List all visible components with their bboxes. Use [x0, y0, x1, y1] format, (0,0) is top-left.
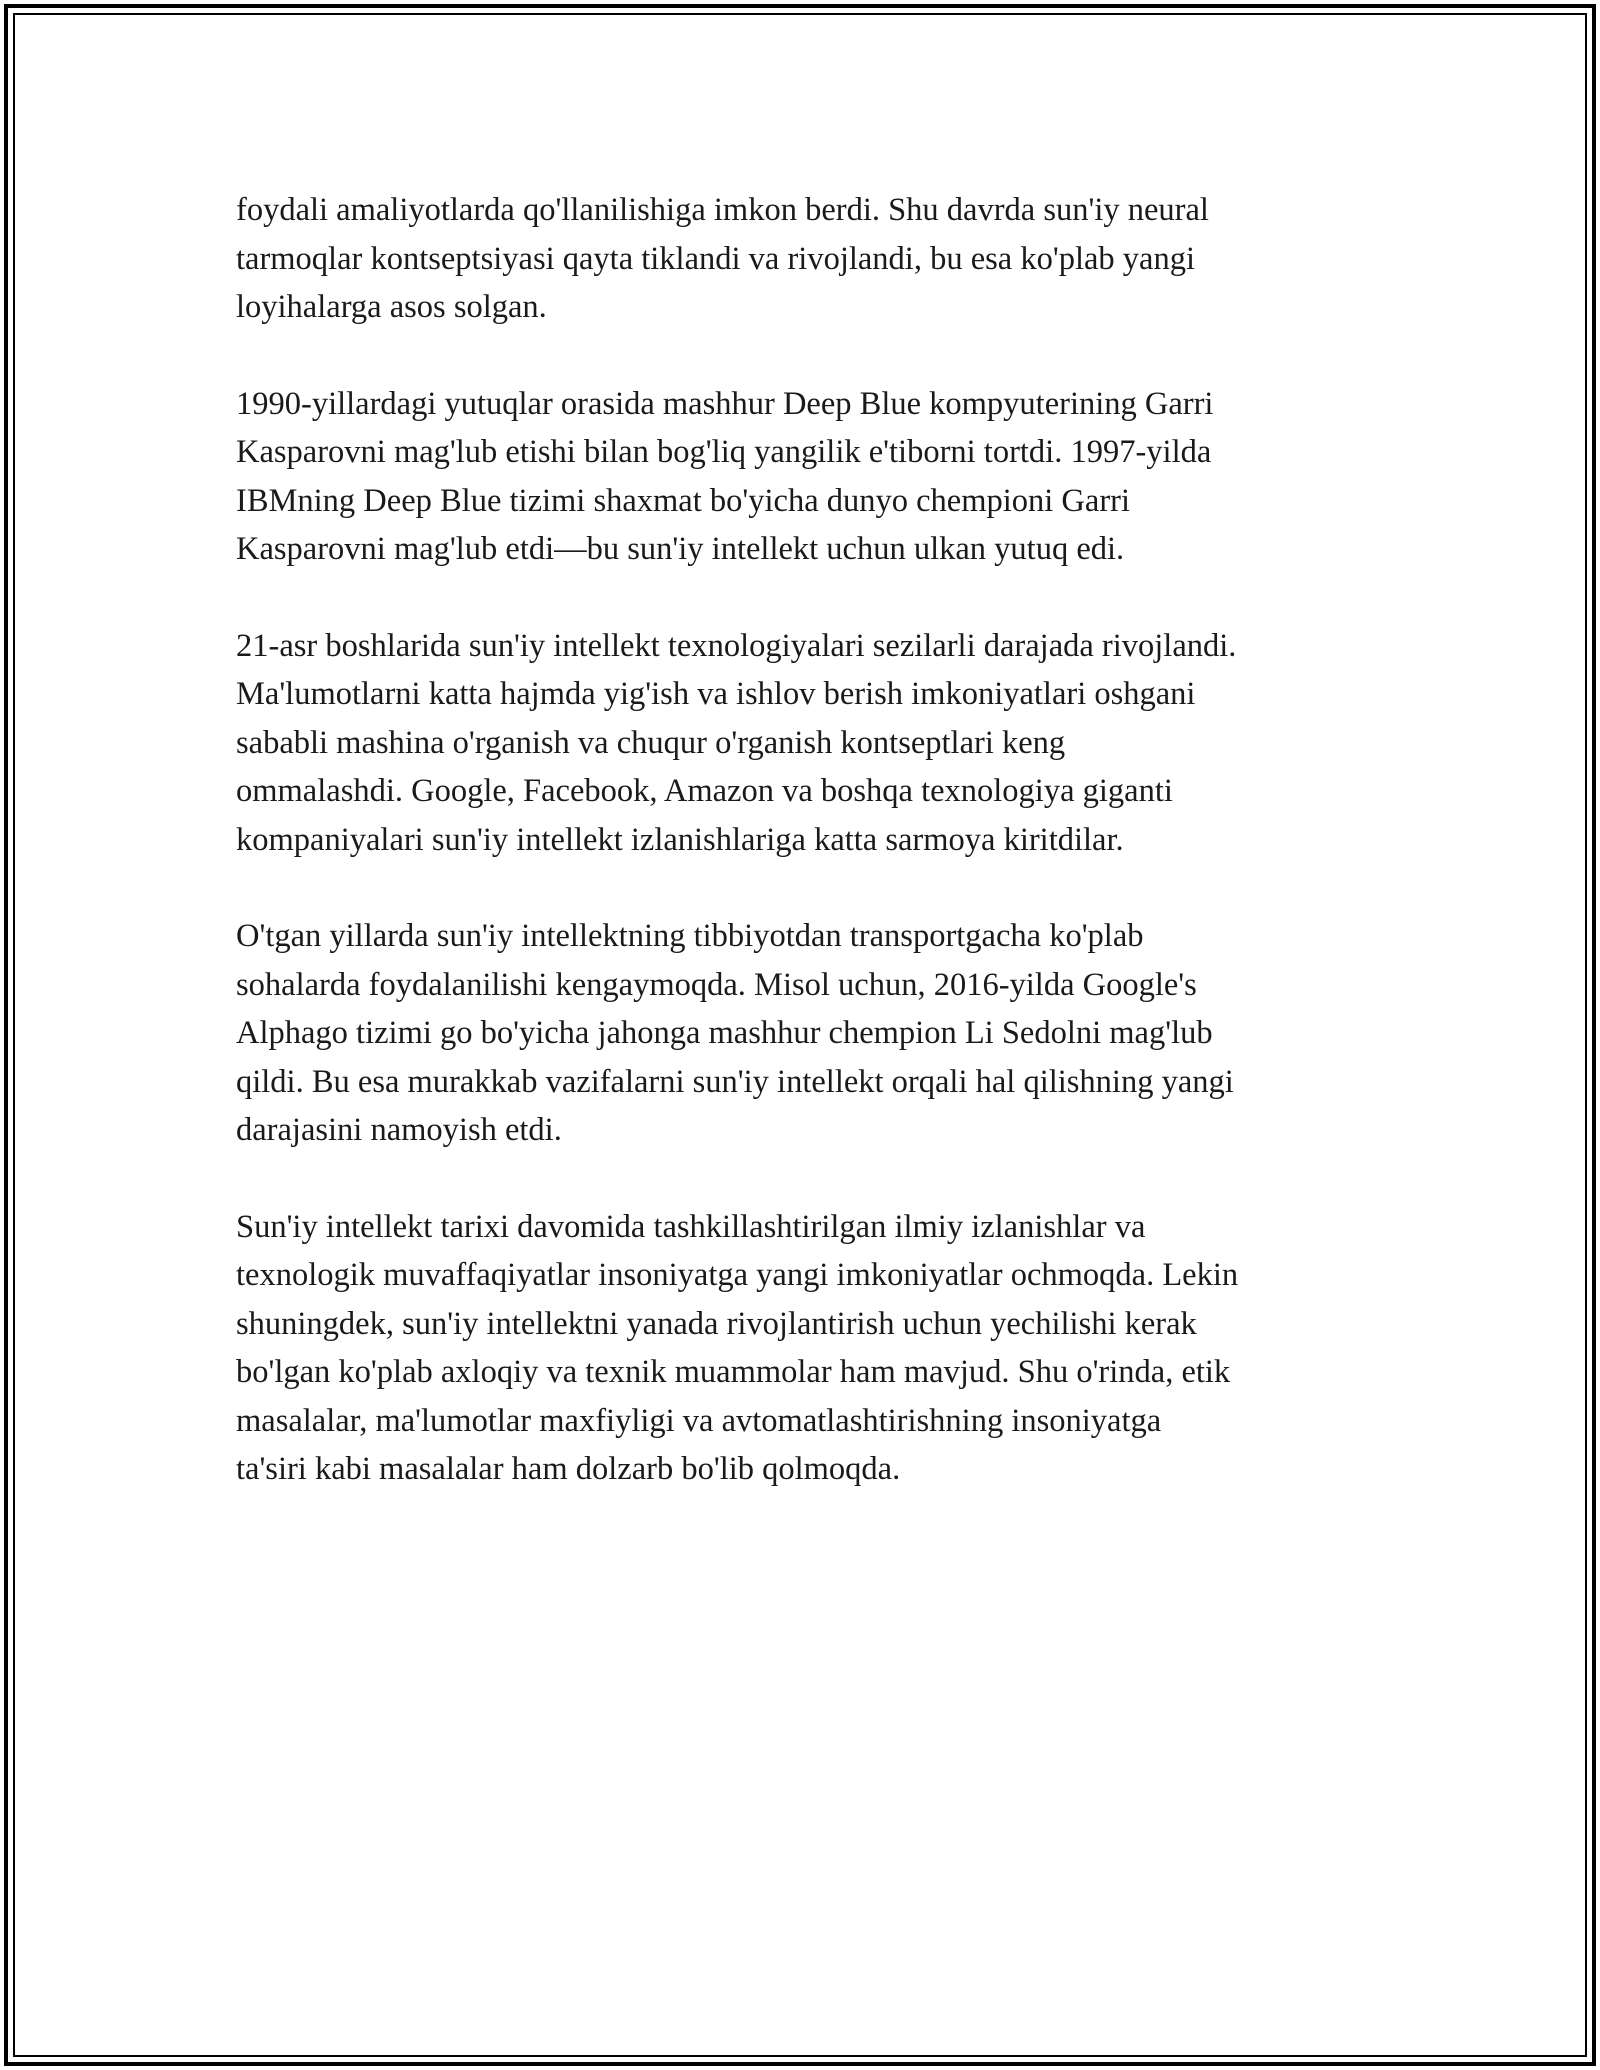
paragraph-ethics-challenges: Sun'iy intellekt tarixi davomida tashkillashtirilgan ilmiy izlanishlar va texnologik muvaffaqiyatlar insoniyatga yangi imkoniyatlar ochmoqda. Lekin shuningdek, sun'iy intellektni yanada rivojlantirish uchun yechilishi kerak bo'lgan ko'plab axloqiy va texnik muammolar ham mavjud. Shu o'rinda, etik masalalar, ma'lumotlar maxfiyligi va avtomatlashtirishning insoniyatga ta'siri kabi masalalar ham dolzarb bo'lib qolmoqda. — [236, 1208, 1239, 1487]
paragraph-ai-applications-neural-networks: foydali amaliyotlarda qo'llanilishiga imkon berdi. Shu davrda sun'iy neural tarmoqlar kontseptsiyasi qayta tiklandi va rivojlandi, bu esa ko'plab yangi loyihalarga asos solgan. — [236, 192, 1209, 325]
paragraph-recent-years-alphago: O'tgan yillarda sun'iy intellektning tibbiyotdan transportgacha ko'plab sohalarda foydalanilishi kengaymoqda. Misol uchun, 2016-yilda Google's Alphago tizimi go bo'yicha jahonga mashhur chempion Li Sedolni mag'lub qildi. Bu esa murakkab vazifalarni sun'iy intellekt orqali hal qilishning yangi darajasini namoyish etdi. — [236, 918, 1234, 1148]
paragraph-deep-blue: 1990-yillardagi yutuqlar orasida mashhur Deep Blue kompyuterining Garri Kasparovni mag'lub etishi bilan bog'liq yangilik e'tiborni tortdi. 1997-yilda IBMning Deep Blue tizimi shaxmat bo'yicha dunyo chempioni Garri Kasparovni mag'lub etdi—bu sun'iy intellekt uchun ulkan yutuq edi. — [236, 385, 1214, 567]
paragraph-21st-century: 21-asr boshlarida sun'iy intellekt texnologiyalari sezilarli darajada rivojlandi. Ma'lumotlarni katta hajmda yig'ish va ishlov berish imkoniyatlari oshgani sababli mashina o'rganish va chuqur o'rganish kontseptlari keng ommalashdi. Google, Facebook, Amazon va boshqa texnologiya giganti kompaniyalari sun'iy intellekt izlanishlariga katta sarmoya kiritdilar. — [236, 627, 1237, 858]
document-body — [236, 186, 1376, 1542]
